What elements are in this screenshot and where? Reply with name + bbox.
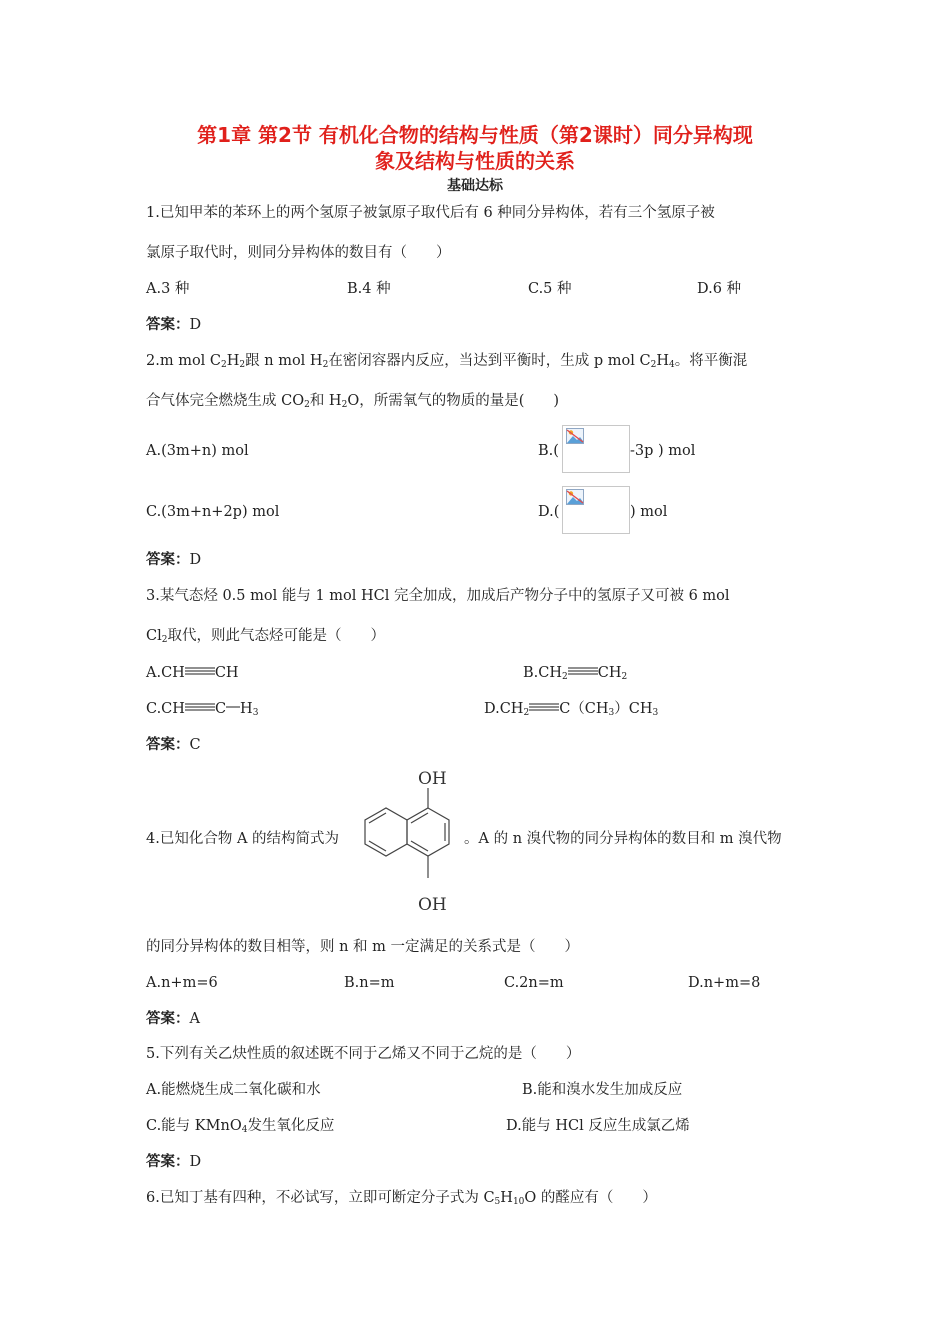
q1-stem-line1: 1.已知甲苯的苯环上的两个氢原子被氯原子取代后有 6 种同分异构体，若有三个氢原子被 <box>146 205 715 221</box>
answer-value: D <box>189 552 202 568</box>
answer-label: 答案： <box>146 552 190 568</box>
triple-bond-icon <box>185 702 215 712</box>
triple-bond-icon <box>568 666 598 676</box>
naphthalenediol-structure <box>362 766 462 916</box>
answer-label: 答案： <box>146 1011 190 1027</box>
triple-bond-icon <box>529 702 559 712</box>
q1-option-d: D.6 种 <box>697 281 742 297</box>
broken-image-icon <box>566 489 584 505</box>
q2-option-d-suffix: ) mol <box>630 504 668 520</box>
title-line-2: 象及结构与性质的关系 <box>375 149 575 173</box>
q3-stem-line2: $Cl_2$取代，则此气态烃可能是（ ） <box>146 628 385 645</box>
q4-option-c: C.2n=m <box>504 975 564 991</box>
section-subtitle: 基础达标 <box>447 178 503 194</box>
document-title <box>100 122 850 174</box>
q2-option-d-prefix: D.( <box>538 504 560 520</box>
single-bond-icon <box>226 702 240 712</box>
q5-stem: 5.下列有关乙炔性质的叙述既不同于乙烯又不同于乙烷的是（ ） <box>146 1046 581 1062</box>
q3-stem-line1: 3.某气态烃 0.5 mol 能与 1 mol HCl 完全加成，加成后产物分子中的氢原子又可被 6 mol <box>146 588 730 604</box>
q6-stem: 6.已知丁基有四种，不必试写，立即可断定分子式为 $C_5H_{10}O$ 的醛应有（ ） <box>146 1190 657 1207</box>
answer-label: 答案： <box>146 1154 190 1170</box>
q5-option-c: C.能与 KMnO$_4$发生氧化反应 <box>146 1118 335 1135</box>
q5-answer <box>146 1152 201 1172</box>
q4-stem-line1-end: 。A 的 n 溴代物的同分异构体的数目和 m 溴代物 <box>464 831 782 847</box>
q5-option-b: B.能和溴水发生加成反应 <box>522 1082 683 1098</box>
q2-option-b-suffix: -3p ) mol <box>630 443 696 459</box>
q4-option-d: D.n+m=8 <box>688 975 761 991</box>
hydroxyl-top-label: OH <box>418 769 447 789</box>
answer-value: A <box>189 1011 200 1027</box>
q5-option-d: D.能与 HCl 反应生成氯乙烯 <box>506 1118 690 1134</box>
q2-option-b-missing-image <box>562 425 630 473</box>
q1-option-c: C.5 种 <box>528 281 572 297</box>
q2-stem-line1: 2.m mol $C_2H_2$跟 n mol $H_2$在密闭容器内反应，当达到平衡时，生成 p mol $C_2H_4$。将平衡混 <box>146 353 748 370</box>
q2-option-c: C.(3m+n+2p) mol <box>146 504 280 520</box>
q4-stem-line1-start: 4.已知化合物 A 的结构简式为 <box>146 831 340 847</box>
broken-image-icon <box>566 428 584 444</box>
q1-option-a: A.3 种 <box>146 281 190 297</box>
q2-option-d-missing-image <box>562 486 630 534</box>
answer-label: 答案： <box>146 317 190 333</box>
q4-stem-line2: 的同分异构体的数目相等，则 n 和 m 一定满足的关系式是（ ） <box>146 939 580 955</box>
q2-option-a: A.(3m+n) mol <box>146 443 249 459</box>
q4-option-a: A.n+m=6 <box>146 975 218 991</box>
q1-option-b: B.4 种 <box>347 281 391 297</box>
q3-option-b: $B.CH_2$ $CH_2$ <box>523 665 628 682</box>
q3-option-d: $D.CH_2$ $C(CH_3)CH_3$ <box>484 701 659 718</box>
q3-answer <box>146 735 201 755</box>
q5-option-a: A.能燃烧生成二氧化碳和水 <box>146 1082 321 1098</box>
q2-option-b-prefix: B.( <box>538 443 559 459</box>
hydroxyl-bottom-label: OH <box>418 895 447 915</box>
q4-option-b: B.n=m <box>344 975 395 991</box>
q1-answer <box>146 315 201 335</box>
q4-answer <box>146 1009 200 1029</box>
title-line-1: 第1章 第2节 有机化合物的结构与性质（第2课时）同分异构现 <box>197 123 753 147</box>
triple-bond-icon <box>185 666 215 676</box>
answer-label: 答案： <box>146 737 190 753</box>
answer-value: C <box>189 737 201 753</box>
q1-stem-line2: 氯原子取代时，则同分异构体的数目有（ ） <box>146 245 451 261</box>
answer-value: D <box>189 1154 202 1170</box>
q3-option-c: C.CH C $H_3$ <box>146 701 259 718</box>
answer-value: D <box>189 317 202 333</box>
q2-stem-line2: 合气体完全燃烧生成 $CO_2$和 $H_2O$，所需氧气的物质的量是( ) <box>146 393 560 410</box>
q3-option-a: A.CH CH <box>146 665 239 681</box>
q2-answer <box>146 550 201 570</box>
